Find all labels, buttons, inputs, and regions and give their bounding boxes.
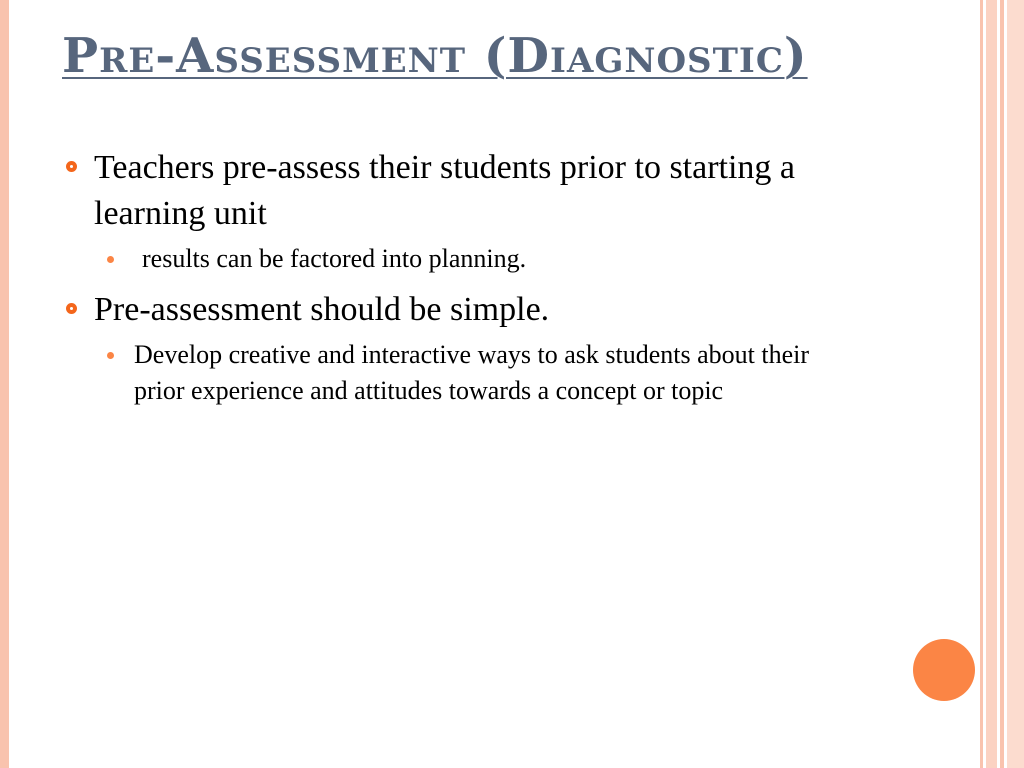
ring-bullet-icon xyxy=(66,303,77,314)
bullet-list xyxy=(62,145,862,409)
right-border-stripe xyxy=(1007,0,1024,768)
bullet-text: Teachers pre-assess their students prior to starting a learning unit xyxy=(94,149,796,232)
left-border-stripe xyxy=(0,0,9,768)
bullet-text: Pre-assessment should be simple. xyxy=(94,291,550,328)
dot-bullet-icon xyxy=(107,352,114,359)
bullet-item xyxy=(62,287,862,333)
sub-bullet-item xyxy=(62,337,862,409)
orange-circle-icon xyxy=(913,639,975,701)
bullet-item xyxy=(62,145,862,237)
dot-bullet-icon xyxy=(107,256,114,263)
ring-bullet-icon xyxy=(66,161,77,172)
sub-bullet-item xyxy=(62,241,862,277)
right-border-stripe xyxy=(986,0,997,768)
right-border-stripe xyxy=(980,0,983,768)
right-border-stripe xyxy=(1000,0,1004,768)
slide-title: Pre-Assessment (Diagnostic) xyxy=(62,28,808,84)
sub-bullet-text: results can be factored into planning. xyxy=(142,244,527,273)
sub-bullet-text: Develop creative and interactive ways to ask students about their prior experience and attitudes towards a concept or topic xyxy=(134,340,810,405)
